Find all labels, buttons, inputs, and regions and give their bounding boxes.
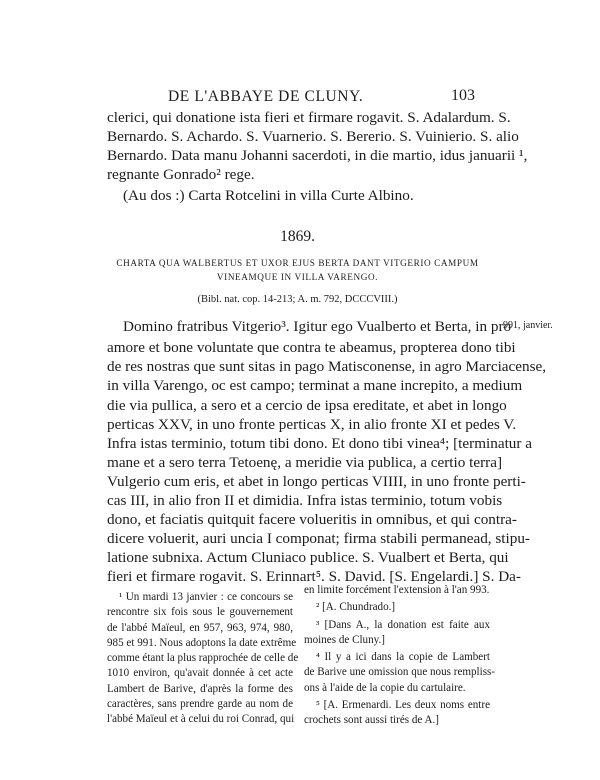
footnotes-right-column — [304, 583, 496, 729]
footnote-line: comme étant la plus rapprochée de celle de — [107, 652, 299, 665]
page-number: 103 — [451, 87, 475, 104]
footnote-line: 1010 environ, qu'avait donnée à cet acte — [107, 667, 293, 680]
footnote-line: de l'abbé Maïeul, en 957, 963, 974, 980, — [107, 621, 293, 634]
charter-text-line: dono, et faciatis quitquit facere volueritis in omnibus, et qui contra- — [107, 511, 517, 528]
footnote-line: ⁵ [A. Ermenardi. Les deux noms entre — [316, 699, 490, 712]
charter-text-line: Vulgerio cum eris, et abet in longo perticas VIIII, in uno fronte perti- — [107, 473, 526, 490]
footnote-line: crochets sont aussi tirés de A.] — [304, 714, 439, 727]
charter-text-line: amore et bone voluntate que contra te abeamus, propterea dono tibi — [107, 339, 516, 356]
endorsement-line: (Au dos :) Carta Rotcelini in villa Curte Albino. — [123, 187, 414, 204]
charter-text-line: die via pullica, a sero et a cercio de ipsa ereditate, et abet in longo — [107, 397, 507, 414]
running-title: DE L'ABBAYE DE CLUNY. — [168, 88, 364, 105]
charter-title-line: CHARTA QUA WALBERTUS ET UXOR EJUS BERTA DANT VITGERIO CAMPUM — [116, 258, 479, 268]
charter-text-line: mane et a sero terra Tetoenę, a meridie via publica, a certio terra] — [107, 454, 503, 471]
continuation-line: regnante Gonrado² rege. — [107, 166, 255, 183]
footnotes-left-column — [107, 590, 299, 728]
charter-text-line: de res nostras que sunt sitas in pago Matisconense, in agro Marciacense, — [107, 358, 547, 375]
footnote-line: caractères, sans prendre garde au nom de — [107, 698, 293, 711]
footnote-line: de Barive une omission que nous rempliss- — [304, 666, 496, 679]
charter-text-line: fieri et firmare rogavit. S. Erinnart⁵. S. David. [S. Engelardi.] S. Da- — [107, 568, 521, 585]
charter-text-line: latione subnixa. Actum Cluniaco publice. S. Vualbert et Berta, qui — [107, 549, 509, 566]
footnote-line: Lambert de Barive, d'après la forme des — [107, 682, 293, 695]
footnote-line: en limite forcément l'extension à l'an 993. — [304, 584, 490, 596]
footnote-line: ⁴ Il y a ici dans la copie de Lambert — [316, 651, 490, 664]
footnote-line: ons à l'aide de la copie du cartulaire. — [304, 681, 466, 694]
footnote-line: ¹ Un mardi 13 janvier : ce concours se — [119, 591, 293, 603]
charter-number: 1869. — [280, 228, 315, 245]
charter-source: (Bibl. nat. cop. 14-213; A. m. 792, DCCCVIII.) — [197, 294, 398, 305]
footnote-line: moines de Cluny.] — [304, 633, 385, 646]
footnote-line: ³ [Dans A., la donation est faite aux — [316, 618, 490, 631]
continuation-line: clerici, qui donatione ista fieri et firmare rogavit. S. Adalardum. S. — [107, 109, 511, 126]
charter-text-line: Domino fratribus Vitgerio³. Igitur ego Vualberto et Berta, in pro — [123, 318, 512, 335]
charter-title-line: VINEAMQUE IN VILLA VARENGO. — [216, 272, 379, 282]
footnote-line: ² [A. Chundrado.] — [316, 601, 396, 614]
footnote-line: rencontre six fois sous le gouvernement — [107, 606, 293, 619]
continuation-line: Bernardo. Data manu Johanni sacerdoti, in die martio, idus januarii ¹, — [107, 147, 528, 164]
charter-text-line: Infra istas terminio, totum tibi dono. Et dono tibi vinea⁴; [terminatur a — [107, 435, 532, 452]
footnote-line: l'abbé Maïeul et à celui du roi Conrad, qui — [107, 713, 295, 726]
charter-text-line: cas III, in alio fron II et dimidia. Infra istas terminio, totum vobis — [107, 492, 503, 509]
footnote-line: 985 et 991. Nous adoptons la date extrême — [107, 636, 297, 649]
charter-text-line: dicere voluerit, auri uncia I componat; firma stabili permanead, stipu- — [107, 530, 530, 547]
margin-date: 991, janvier. — [503, 320, 553, 331]
charter-text-line: perticas XXV, in uno fronte perticas X, in alio fronte XI et pedes V. — [107, 416, 517, 433]
charter-text-line: in villa Varengo, oc est campo; terminat a mane increpito, a medium — [107, 377, 523, 394]
continuation-line: Bernardo. S. Achardo. S. Vuarnerio. S. Bererio. S. Vuinierio. S. alio — [107, 128, 519, 145]
